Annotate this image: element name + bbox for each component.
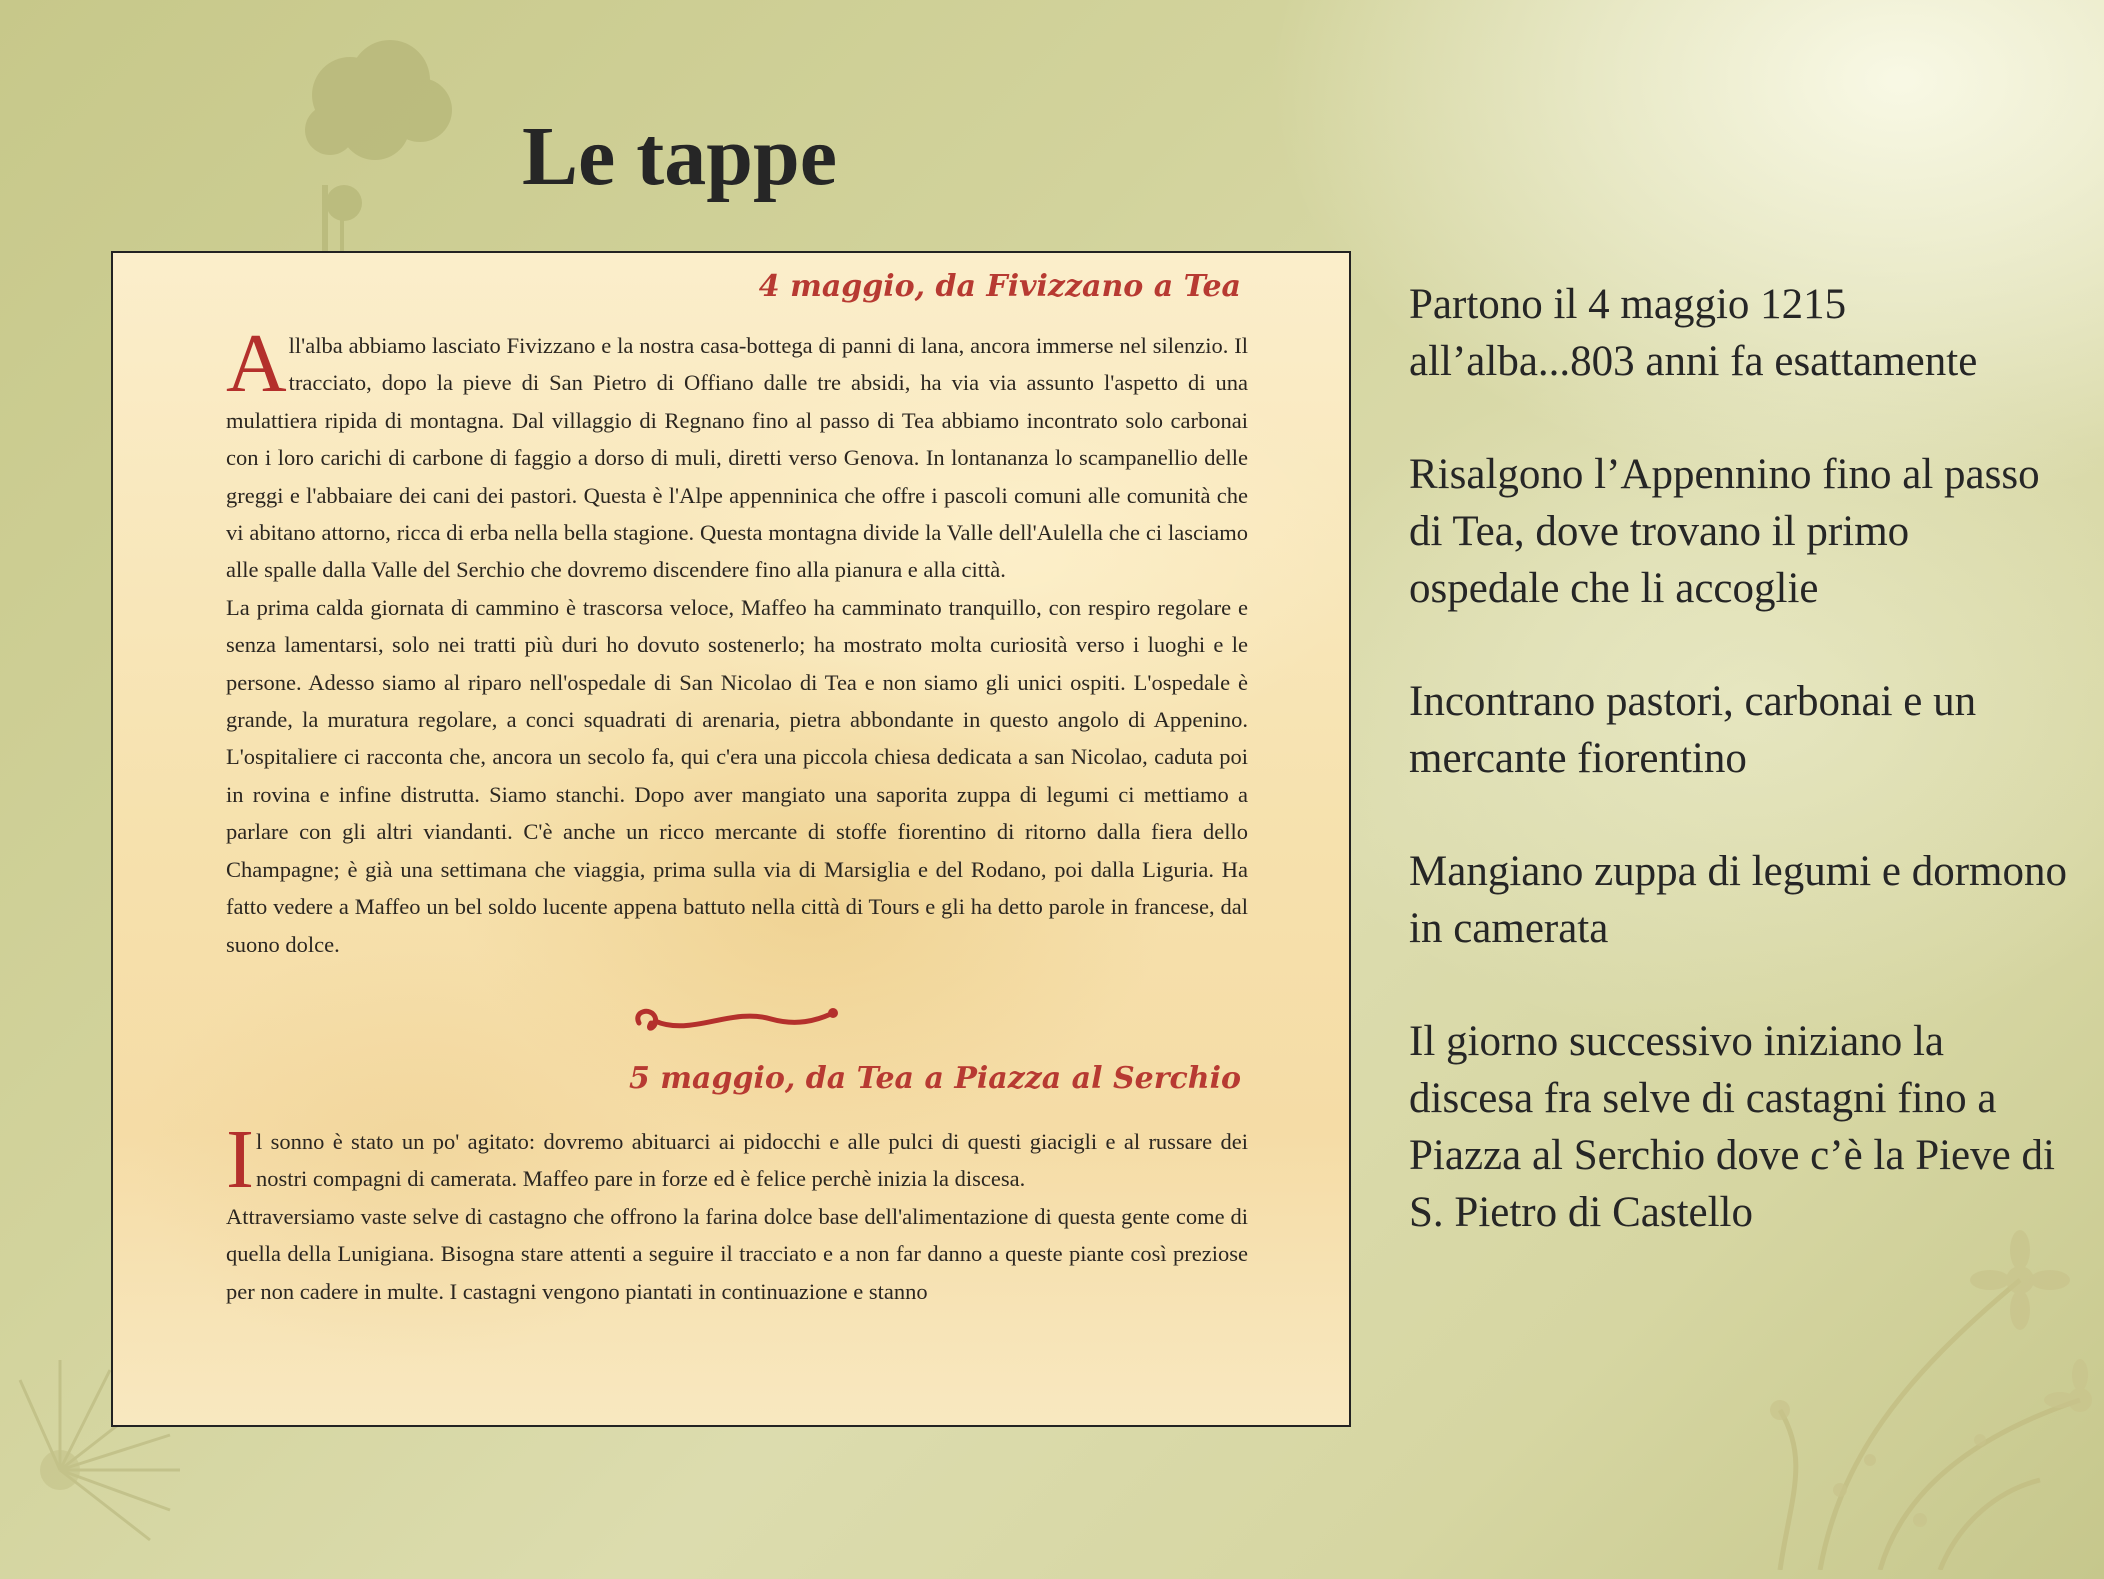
story-text-day2: [226, 1113, 1248, 1310]
section-heading-day1: 4 maggio, da Fivizzano a Tea: [758, 269, 1241, 304]
summary-item: Risalgono l’Appennino fino al passo di Tea, dove trovano il primo ospedale che li accoglie: [1409, 451, 2040, 612]
summary-item: Incontrano pastori, carbonai e un mercante fiorentino: [1409, 678, 1977, 782]
story-text-day1: [226, 317, 1248, 963]
summary-item: Partono il 4 maggio 1215 all’alba...803 anni fa esattamente: [1409, 281, 1978, 385]
story-paragraph: La prima calda giornata di cammino è trascorsa veloce, Maffeo ha camminato tranquillo, con respiro regolare e senza lamentarsi, solo nei tratti più duri ho dovuto sostenerlo; ha mostrato molta curiosità verso i luoghi e le persone. Adesso siamo al riparo nell'ospedale di San Nicolao di Tea e non siamo gli unici ospiti. L'ospedale è grande, la muratura regolare, a conci squadrati di arenaria, pietra abbondante in questo angolo di Appenino. L'ospitaliere ci racconta che, ancora un secolo fa, qui c'era una piccola chiesa dedicata a san Nicolao, caduta poi in rovina e infine distrutta. Siamo stanchi. Dopo aver mangiato una saporita zuppa di legumi ci mettiamo a parlare con gli altri viandanti. C'è anche un ricco mercante di stoffe fiorentino di ritorno dalla fiera dello Champagne; è già una settimana che viaggia, prima sulla via di Marsiglia e del Rodano, poi dalla Liguria. Ha fatto vedere a Maffeo un bel soldo lucente appena battuto nella città di Tours e gli ha detto parole in francese, dal suono dolce.: [226, 594, 1248, 957]
drop-cap: A: [226, 317, 287, 410]
story-paragraph: [226, 317, 1248, 589]
summary-item: Il giorno successivo iniziano la discesa fra selve di castagni fino a Piazza al Serchio dove c’è la Pieve di S. Pietro di Castello: [1409, 1018, 2055, 1236]
paragraph-text: l sonno è stato un po' agitato: dovremo abituarci ai pidocchi e alle pulci di questi giacigli e al russare dei nostri compagni di camerata. Maffeo pare in forze ed è felice perchè inizia la discesa.: [255, 1129, 1248, 1192]
page-title: Le tappe: [522, 110, 837, 203]
drop-cap: I: [226, 1113, 254, 1206]
flourish-ornament: [631, 1001, 841, 1043]
summary-item: Mangiano zuppa di legumi e dormono in camerata: [1409, 848, 2067, 952]
summary-list: [1409, 276, 2069, 1297]
story-paragraph: Attraversiamo vaste selve di castagno che offrono la farina dolce base dell'alimentazione di questa gente come di quella della Lunigiana. Bisogna stare attenti a seguire il tracciato e a non far danno a queste piante così preziose per non cadere in multe. I castagni vengono piantati in continuazione e stanno: [226, 1203, 1248, 1304]
story-paragraph: [226, 1113, 1248, 1206]
section-heading-day2: 5 maggio, da Tea a Piazza al Serchio: [628, 1061, 1241, 1096]
story-panel: [111, 251, 1351, 1427]
paragraph-text: ll'alba abbiamo lasciato Fivizzano e la nostra casa-bottega di panni di lana, ancora immerse nel silenzio. Il tracciato, dopo la pieve di San Pietro di Offiano dalle tre absidi, ha via via assunto l'aspetto di una mulattiera ripida di montagna. Dal villaggio di Regnano fino al passo di Tea abbiamo incontrato solo carbonai con i loro carichi di carbone di faggio a dorso di muli, diretti verso Genova. In lontananza lo scampanellio delle greggi e l'abbaiare dei cani dei pastori. Questa è l'Alpe appenninica che offre i pascoli comuni alle comunità che vi abitano attorno, ricca di erba nella bella stagione. Questa montagna divide la Valle dell'Aulella che ci lasciamo alle spalle dalla Valle del Serchio che dovremo discendere fino alla pianura e alla città.: [226, 333, 1248, 583]
tree-decoration: [280, 35, 480, 265]
